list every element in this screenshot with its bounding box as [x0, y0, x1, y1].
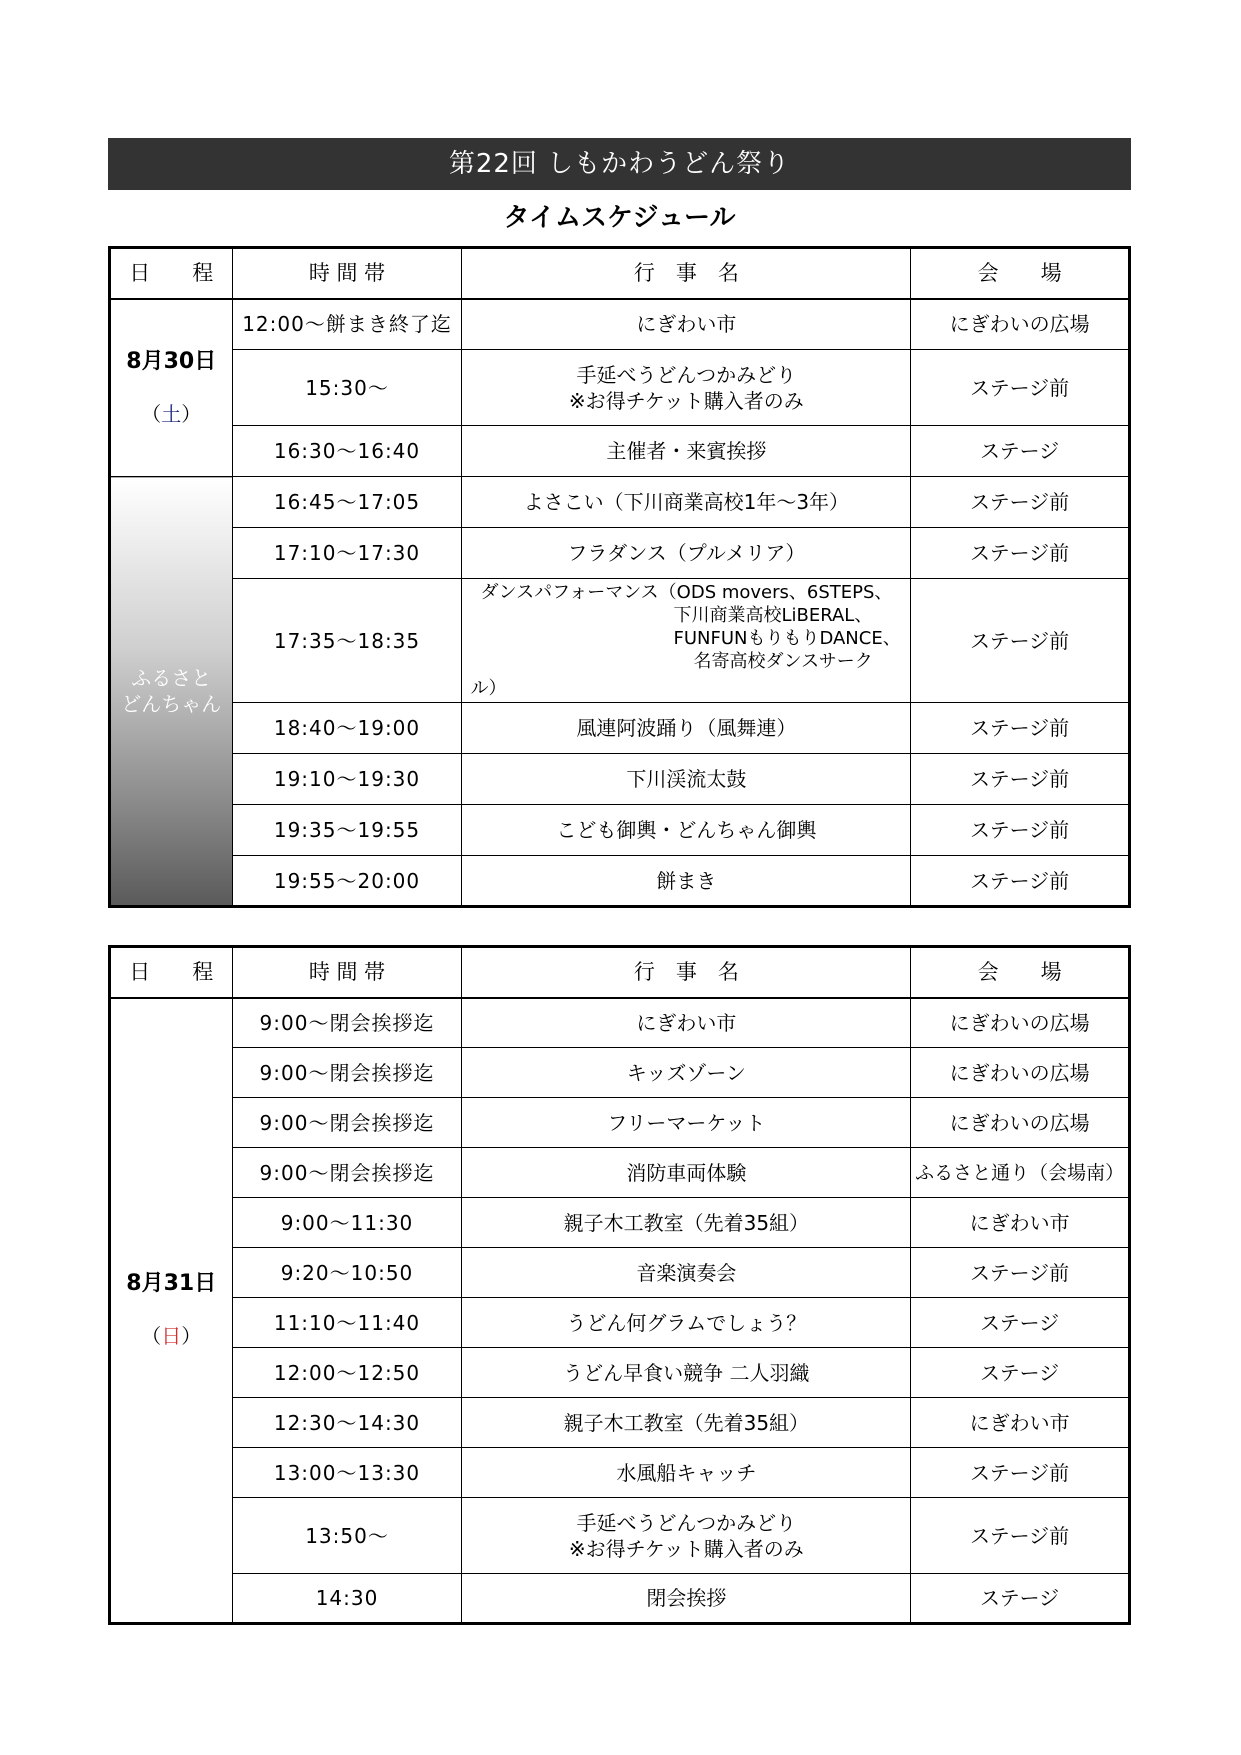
event-cell: キッズゾーン: [462, 1048, 911, 1098]
date-cell: [110, 998, 233, 1624]
time-cell: 15:30～: [232, 350, 462, 426]
time-cell: 12:00～12:50: [232, 1348, 462, 1398]
table-row: [110, 703, 1130, 754]
time-cell: 12:00～餅まき終了迄: [232, 299, 462, 350]
table-row: [110, 477, 1130, 528]
venue-cell: ステージ前: [911, 1498, 1130, 1574]
header-venue: 会 場: [911, 248, 1130, 299]
time-cell: 12:30～14:30: [232, 1398, 462, 1448]
table-row: [110, 1448, 1130, 1498]
time-cell: 16:30～16:40: [232, 426, 462, 477]
date-cell: [110, 299, 233, 477]
event-cell: 親子木工教室（先着35組）: [462, 1398, 911, 1448]
header-date: 日 程: [110, 248, 233, 299]
venue-cell: にぎわい市: [911, 1198, 1130, 1248]
venue-cell: にぎわいの広場: [911, 1048, 1130, 1098]
table-row: [110, 579, 1130, 703]
table-row: [110, 528, 1130, 579]
venue-cell: にぎわいの広場: [911, 1098, 1130, 1148]
event-cell: 手延べうどんつかみどり ※お得チケット購入者のみ: [462, 350, 911, 426]
header-time: 時 間 帯: [232, 947, 462, 998]
venue-cell: にぎわい市: [911, 1398, 1130, 1448]
event-cell: フラダンス（プルメリア）: [462, 528, 911, 579]
venue-cell: ステージ: [911, 1298, 1130, 1348]
date-label: 8月30日: [126, 348, 217, 374]
venue-cell: ステージ前: [911, 805, 1130, 856]
event-cell: にぎわい市: [462, 299, 911, 350]
date-label: 8月31日: [126, 1271, 217, 1297]
time-cell: 9:00～閉会挨拶迄: [232, 1098, 462, 1148]
event-cell: うどん早食い競争 二人羽織: [462, 1348, 911, 1398]
event-cell: よさこい（下川商業高校1年～3年）: [462, 477, 911, 528]
document-subtitle: タイムスケジュール: [503, 203, 736, 233]
table-row: [110, 1198, 1130, 1248]
time-cell: 16:45～17:05: [232, 477, 462, 528]
venue-cell: ステージ前: [911, 350, 1130, 426]
event-cell: こども御輿・どんちゃん御輿: [462, 805, 911, 856]
table-row: [110, 299, 1130, 350]
venue-cell: にぎわいの広場: [911, 299, 1130, 350]
weekday-label: （土）: [141, 401, 202, 426]
time-cell: 9:00～閉会挨拶迄: [232, 998, 462, 1048]
venue-cell: ステージ前: [911, 477, 1130, 528]
venue-cell: ステージ: [911, 426, 1130, 477]
schedule-table-day2: [108, 945, 1131, 1625]
table-row: [110, 856, 1130, 907]
table-row: [110, 1098, 1130, 1148]
event-cell: 主催者・来賓挨拶: [462, 426, 911, 477]
table-row: [110, 1298, 1130, 1348]
time-cell: 17:35～18:35: [232, 579, 462, 703]
table-header-row: [110, 248, 1130, 299]
venue-cell: ステージ前: [911, 703, 1130, 754]
table-row: [110, 1248, 1130, 1298]
event-cell: 手延べうどんつかみどり ※お得チケット購入者のみ: [462, 1498, 911, 1574]
event-cell: フリーマーケット: [462, 1098, 911, 1148]
header-event: 行 事 名: [462, 947, 911, 998]
time-cell: 9:00～閉会挨拶迄: [232, 1148, 462, 1198]
time-cell: 19:35～19:55: [232, 805, 462, 856]
time-cell: 14:30: [232, 1574, 462, 1624]
venue-cell: にぎわいの広場: [911, 998, 1130, 1048]
weekday-label: （日）: [141, 1324, 202, 1349]
event-cell: 消防車両体験: [462, 1148, 911, 1198]
event-cell: 水風船キャッチ: [462, 1448, 911, 1498]
header-time: 時 間 帯: [232, 248, 462, 299]
table-row: [110, 805, 1130, 856]
table-row: [110, 1574, 1130, 1624]
table-row: [110, 1498, 1130, 1574]
time-cell: 9:00～閉会挨拶迄: [232, 1048, 462, 1098]
header-event: 行 事 名: [462, 248, 911, 299]
table-row: [110, 998, 1130, 1048]
time-cell: 19:55～20:00: [232, 856, 462, 907]
time-cell: 11:10～11:40: [232, 1298, 462, 1348]
table-row: [110, 350, 1130, 426]
table-row: [110, 426, 1130, 477]
event-cell: 音楽演奏会: [462, 1248, 911, 1298]
venue-cell: ステージ前: [911, 528, 1130, 579]
table-row: [110, 1398, 1130, 1448]
document-title: 第22回 しもかわうどん祭り: [108, 138, 1131, 190]
event-cell: 風連阿波踊り（風舞連）: [462, 703, 911, 754]
table-row: [110, 754, 1130, 805]
venue-cell: ステージ: [911, 1574, 1130, 1624]
event-cell: 餅まき: [462, 856, 911, 907]
event-cell: 親子木工教室（先着35組）: [462, 1198, 911, 1248]
venue-cell: ステージ前: [911, 579, 1130, 703]
time-cell: 9:20～10:50: [232, 1248, 462, 1298]
table-row: [110, 1148, 1130, 1198]
event-cell: 下川渓流太鼓: [462, 754, 911, 805]
time-cell: 9:00～11:30: [232, 1198, 462, 1248]
schedule-table-day1: [108, 246, 1131, 908]
table-header-row: [110, 947, 1130, 998]
header-venue: 会 場: [911, 947, 1130, 998]
time-cell: 13:50～: [232, 1498, 462, 1574]
time-cell: 18:40～19:00: [232, 703, 462, 754]
furusato-donchan-cell: ふるさと どんちゃん: [110, 477, 233, 907]
event-cell: にぎわい市: [462, 998, 911, 1048]
event-cell: うどん何グラムでしょう？: [462, 1298, 911, 1348]
venue-cell: ふるさと通り（会場南）: [911, 1148, 1130, 1198]
venue-cell: ステージ: [911, 1348, 1130, 1398]
event-cell: ダンスパフォーマンス（ODS movers、6STEPS、 下川商業高校LiBERAL、 FUNFUNもりもりDANCE、 名寄高校ダンスサーク ル）: [462, 579, 911, 703]
time-cell: 17:10～17:30: [232, 528, 462, 579]
venue-cell: ステージ前: [911, 1448, 1130, 1498]
venue-cell: ステージ前: [911, 754, 1130, 805]
time-cell: 19:10～19:30: [232, 754, 462, 805]
time-cell: 13:00～13:30: [232, 1448, 462, 1498]
venue-cell: ステージ前: [911, 856, 1130, 907]
event-cell: 閉会挨拶: [462, 1574, 911, 1624]
table-row: [110, 1348, 1130, 1398]
venue-cell: ステージ前: [911, 1248, 1130, 1298]
table-row: [110, 1048, 1130, 1098]
header-date: 日 程: [110, 947, 233, 998]
